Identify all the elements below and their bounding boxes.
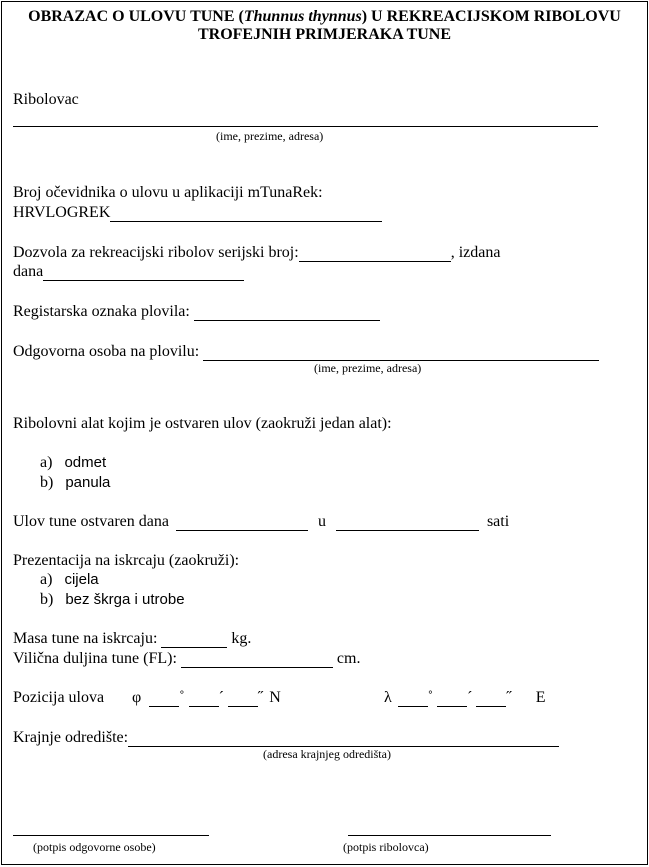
gear-option-b[interactable] (40, 474, 110, 492)
length-unit: cm. (336, 650, 361, 667)
fisher-label: Ribolovac (13, 91, 79, 108)
length-row (13, 650, 360, 668)
length-field[interactable] (181, 653, 333, 668)
position-label: Pozicija ulova (13, 689, 105, 706)
permit-issued-label: , izdana (450, 244, 501, 261)
catch-time-row (13, 513, 509, 531)
title-line-2: TROFEJNIH PRIMJERAKA TUNE (197, 26, 452, 43)
form-title (2, 8, 647, 44)
mass-label: Masa tune na iskrcaju: (13, 630, 158, 647)
option-marker: a) (40, 454, 53, 471)
destination-label: Krajnje odredište: (13, 729, 129, 746)
option-text: bez škrga i utrobe (65, 591, 185, 608)
presentation-label: Prezentacija na iskrcaju (zaokruži): (13, 552, 240, 569)
degree-mark: ˚ (179, 689, 185, 706)
responsible-signature-caption: (potpis odgovorne osobe) (33, 840, 156, 854)
title-line-1 (2, 8, 647, 26)
latitude-degrees-field[interactable] (149, 692, 179, 707)
option-marker: a) (40, 571, 53, 588)
fisher-caption: (ime, prezime, adresa) (216, 129, 324, 143)
second-mark: ˝ (506, 689, 512, 706)
longitude-direction: E (535, 689, 546, 706)
permit-date-label: dana (13, 263, 44, 280)
permit-label: Dozvola za rekreacijski ribolov serijski broj: (13, 244, 299, 261)
mass-row (13, 630, 251, 648)
witness-number-field[interactable] (110, 207, 382, 222)
title-prefix: OBRAZAC O ULOVU TUNE ( (28, 8, 244, 25)
degree-mark: ˚ (427, 689, 434, 706)
fisher-signature-field[interactable] (348, 835, 551, 836)
option-text: odmet (64, 454, 107, 471)
gear-label: Ribolovni alat kojim je ostvaren ulov (zaokruži jedan alat): (13, 415, 392, 432)
species-name: Thunnus thynnus (243, 8, 362, 25)
option-marker: b) (40, 591, 54, 608)
destination-field[interactable] (128, 732, 559, 747)
permit-date-row (13, 263, 244, 281)
gear-option-a[interactable] (40, 454, 106, 472)
latitude-seconds-field[interactable] (228, 692, 258, 707)
vessel-mark-field[interactable] (194, 306, 380, 321)
catch-time-end: sati (486, 513, 510, 530)
latitude-minutes-field[interactable] (189, 692, 219, 707)
vessel-label: Registarska oznaka plovila: (13, 303, 190, 320)
minute-mark: ´ (218, 689, 224, 706)
longitude-symbol: λ (384, 689, 392, 706)
witness-label: Broj očevidnika o ulovu u aplikaciji mTunaRek: (13, 184, 323, 201)
responsible-field[interactable] (203, 346, 599, 361)
minute-mark: ´ (467, 689, 473, 706)
latitude-symbol: φ (132, 689, 142, 706)
permit-date-field[interactable] (43, 266, 244, 281)
presentation-option-b[interactable] (40, 591, 185, 609)
option-text: panula (65, 474, 111, 491)
length-label: Vilična duljina tune (FL): (13, 650, 177, 667)
title-suffix: ) U REKREACIJSKOM RIBOLOVU (361, 8, 621, 25)
catch-time-mid: u (317, 513, 326, 530)
destination-caption: (adresa krajnjeg odredišta) (263, 747, 391, 761)
longitude-row (384, 689, 546, 707)
latitude-row (132, 689, 281, 707)
catch-time-field[interactable] (336, 516, 479, 531)
fisher-signature-caption: (potpis ribolovca) (343, 840, 429, 854)
mass-unit: kg. (231, 630, 252, 647)
latitude-direction: N (269, 689, 281, 706)
option-text: cijela (64, 571, 99, 588)
catch-report-form (1, 1, 648, 865)
permit-row (13, 244, 500, 262)
fisher-field[interactable] (13, 126, 598, 127)
destination-row (13, 729, 559, 747)
catch-date-label: Ulov tune ostvaren dana (13, 513, 169, 530)
responsible-row (13, 343, 599, 361)
second-mark: ˝ (257, 689, 264, 706)
witness-row (13, 204, 382, 222)
witness-prefix: HRVLOGREK (13, 204, 111, 221)
catch-date-field[interactable] (176, 516, 308, 531)
responsible-label: Odgovorna osoba na plovilu: (13, 343, 200, 360)
responsible-signature-field[interactable] (13, 835, 209, 836)
vessel-row (13, 303, 380, 321)
presentation-option-a[interactable] (40, 571, 99, 589)
longitude-minutes-field[interactable] (437, 692, 467, 707)
permit-serial-field[interactable] (299, 247, 451, 262)
option-marker: b) (40, 474, 54, 491)
responsible-caption: (ime, prezime, adresa) (314, 361, 422, 375)
longitude-degrees-field[interactable] (398, 692, 428, 707)
longitude-seconds-field[interactable] (476, 692, 506, 707)
mass-field[interactable] (161, 633, 227, 648)
